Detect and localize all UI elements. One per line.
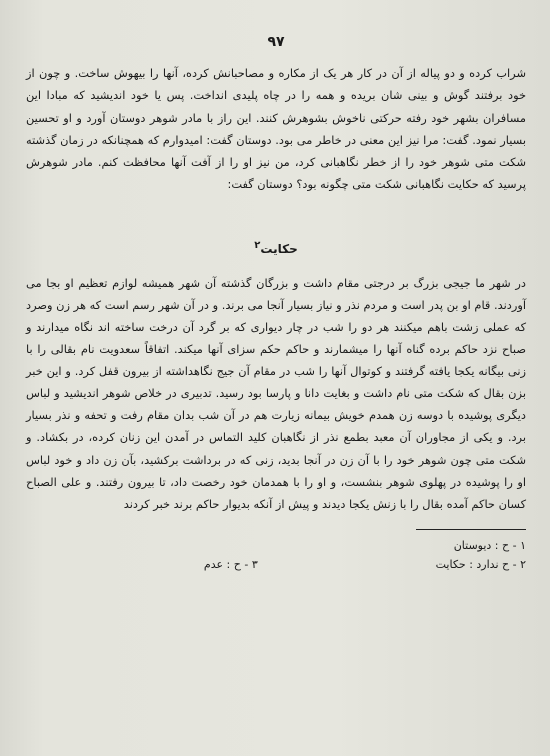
footnote-rule: [416, 529, 526, 530]
heading-footnote-mark: ۲: [254, 239, 261, 251]
paragraph-1: شراب کرده و دو پیاله از آن در کار هر یک از مکاره و مصاحبانش کرده، آنها را بیهوش ساخت. و چون از خود برفتند گوش و بینی شان بریده و همه را در چاه پلیدی انداخت. پس یا خود اندیشید که مبادا این مسافران بشهر خود رفته حرکتی ناخوش بشوهرش کنند. این راز با مادر شوهر دوستان آورد و او تحسین بسیار نمود. گفت: مرا نیز این معنی در خاطر می بود. دوستان گفت: امیدوارم که همچنانکه در زمان گذشته شکت متی شوهر خود را از خطر نگاهبانی کرد، من نیز او را از آفت آنها محافظت کنم. مادر شوهرش پرسید که حکایت نگاهبانی شکت متی چگونه بود؟ دوستان گفت:: [26, 66, 526, 192]
heading-text: حکایت: [260, 241, 298, 256]
footnote-text: ۱ - ح : دیوستان: [453, 538, 526, 552]
footnote-text: ۲ - ح ندارد : حکایت: [435, 557, 526, 571]
footnote-text: [26, 536, 454, 555]
paragraph-2: در شهر ما جیجی بزرگ بر درجتی مقام داشت و بزرگان گذشته آن شهر همیشه لوازم تعظیم او بجا می آوردند. قام او بن پدر است و مردم نذر و نیاز بسیار آنجا می برند. و در آن شهر رسم است که هر زن وصرد که عملی زشت باهم میکنند هر دو را شب در چار دیواری که بر گرد آن درخت ساخته اند نگاه میدارند و صباح نزد حاکم برده گناه آنها را میشمارند و حاکم حکم سزای آنها میکند. اتفاقاً سعدویت نام بقالی را با زنی بیگانه یکجا یافته گرفتند و کوتوال آنها را شب در مقام آن جیج نگاهداشته از بیرون قفل کرد. و این خبر بزن بقال که شکت متی نام داشت و بغایت دانا و پارسا بود رسید. تدبیری در خلاص شوهر اندیشید و لباس دیگری پوشیده با دوسه زن همدم خویش بیمانه زیارت هم در آن شب بدان مقام رفت و تحفه و نذر بسیار برد. و یکی از مجاوران آن معبد بطمع نذر از نگاهبان کلید التماس در آمدن این زنان کرده، در بکشاد. و شکت متی چون شوهر خود را با آن زن در آنجا بدید، زنی که در برداشت برکشید، بآن زن داد و خود لباس او را پوشیده در پهلوی شوهر بنشست، و او را با همدمان خود رخصت داد، تا بیرون رفتند. و علی الصباح کسان حاکم آمده بقال را با زنش یکجا دیدند و پیش از آنکه بدیوار حاکم برند خبر کردند: [26, 275, 526, 511]
footnote-text: ۳ - ح : عدم: [203, 557, 258, 571]
footnotes: [26, 536, 526, 574]
footnote-line: [26, 555, 526, 574]
page-number: ۹۷: [267, 34, 285, 50]
section-heading: [26, 240, 526, 256]
footnote-line: [26, 536, 526, 555]
